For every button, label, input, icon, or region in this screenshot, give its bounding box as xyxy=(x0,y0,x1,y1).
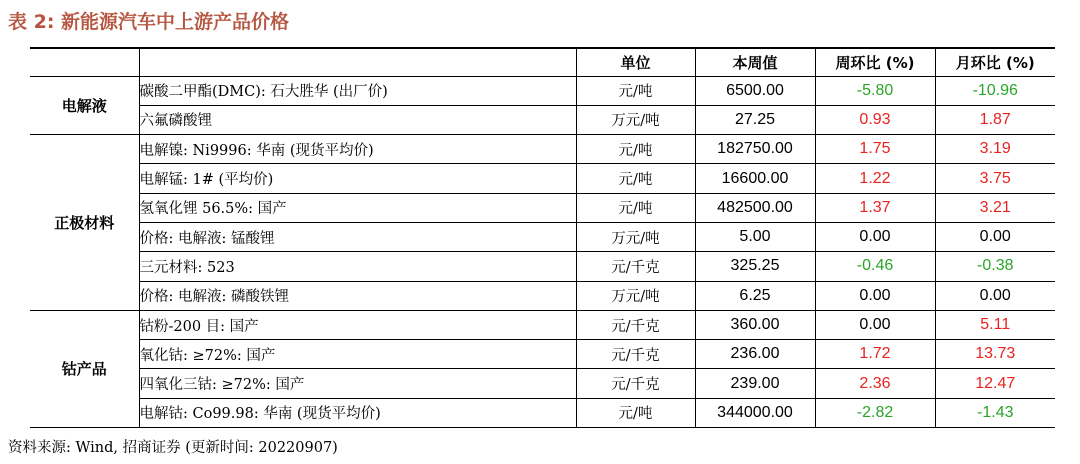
item-month-change: 12.47 xyxy=(935,369,1055,398)
item-week-change: 1.75 xyxy=(815,135,935,164)
table-row xyxy=(30,340,1055,369)
item-value: 6.25 xyxy=(695,281,815,310)
item-month-change: -10.96 xyxy=(935,76,1055,105)
item-week-change: 1.22 xyxy=(815,164,935,193)
table-row xyxy=(30,252,1055,281)
group-label: 钴产品 xyxy=(30,310,139,427)
item-month-change: 0.00 xyxy=(935,281,1055,310)
header-row xyxy=(30,48,1055,76)
item-month-change: -1.43 xyxy=(935,398,1055,427)
item-unit: 元/千克 xyxy=(576,252,695,281)
item-unit: 元/吨 xyxy=(576,398,695,427)
item-unit: 万元/吨 xyxy=(576,281,695,310)
header-month-change: 月环比 (%) xyxy=(935,48,1055,76)
item-name: 价格: 电解液: 锰酸锂 xyxy=(139,222,576,251)
group-label: 电解液 xyxy=(30,76,139,135)
item-week-change: 0.00 xyxy=(815,222,935,251)
table-row xyxy=(30,164,1055,193)
item-value: 325.25 xyxy=(695,252,815,281)
item-value: 344000.00 xyxy=(695,398,815,427)
item-week-change: 0.93 xyxy=(815,105,935,134)
item-value: 6500.00 xyxy=(695,76,815,105)
item-week-change: 0.00 xyxy=(815,281,935,310)
source-note: 资料来源: Wind, 招商证券 (更新时间: 20220907) xyxy=(8,440,338,456)
item-value: 236.00 xyxy=(695,340,815,369)
item-value: 5.00 xyxy=(695,222,815,251)
item-month-change: 1.87 xyxy=(935,105,1055,134)
item-unit: 元/吨 xyxy=(576,76,695,105)
item-unit: 万元/吨 xyxy=(576,222,695,251)
group-label: 正极材料 xyxy=(30,135,139,311)
table-row xyxy=(30,369,1055,398)
item-week-change: -0.46 xyxy=(815,252,935,281)
item-name: 三元材料: 523 xyxy=(139,252,576,281)
price-table xyxy=(30,47,1055,428)
item-name: 氢氧化锂 56.5%: 国产 xyxy=(139,193,576,222)
price-table-container xyxy=(30,47,1055,428)
header-value: 本周值 xyxy=(695,48,815,76)
item-unit: 元/吨 xyxy=(576,193,695,222)
item-month-change: 3.21 xyxy=(935,193,1055,222)
item-week-change: 1.72 xyxy=(815,340,935,369)
item-value: 182750.00 xyxy=(695,135,815,164)
item-name: 电解钴: Co99.98: 华南 (现货平均价) xyxy=(139,398,576,427)
table-row xyxy=(30,222,1055,251)
item-week-change: 2.36 xyxy=(815,369,935,398)
item-month-change: 5.11 xyxy=(935,310,1055,339)
item-unit: 元/吨 xyxy=(576,164,695,193)
table-row xyxy=(30,281,1055,310)
item-week-change: -5.80 xyxy=(815,76,935,105)
table-title: 表 2: 新能源汽车中上游产品价格 xyxy=(8,11,290,33)
item-unit: 元/吨 xyxy=(576,135,695,164)
item-name: 电解锰: 1# (平均价) xyxy=(139,164,576,193)
item-unit: 元/千克 xyxy=(576,310,695,339)
table-row xyxy=(30,310,1055,339)
item-value: 360.00 xyxy=(695,310,815,339)
header-week-change: 周环比 (%) xyxy=(815,48,935,76)
header-group xyxy=(30,48,139,76)
item-value: 16600.00 xyxy=(695,164,815,193)
item-name: 四氧化三钴: ≥72%: 国产 xyxy=(139,369,576,398)
table-row xyxy=(30,135,1055,164)
item-name: 钴粉-200 目: 国产 xyxy=(139,310,576,339)
item-month-change: 0.00 xyxy=(935,222,1055,251)
item-unit: 万元/吨 xyxy=(576,105,695,134)
item-value: 482500.00 xyxy=(695,193,815,222)
item-week-change: -2.82 xyxy=(815,398,935,427)
item-week-change: 0.00 xyxy=(815,310,935,339)
item-value: 27.25 xyxy=(695,105,815,134)
table-row xyxy=(30,105,1055,134)
item-month-change: 3.75 xyxy=(935,164,1055,193)
table-row xyxy=(30,398,1055,427)
item-unit: 元/千克 xyxy=(576,340,695,369)
item-name: 碳酸二甲酯(DMC): 石大胜华 (出厂价) xyxy=(139,76,576,105)
item-unit: 元/千克 xyxy=(576,369,695,398)
header-unit: 单位 xyxy=(576,48,695,76)
table-row xyxy=(30,193,1055,222)
item-month-change: 13.73 xyxy=(935,340,1055,369)
item-name: 电解镍: Ni9996: 华南 (现货平均价) xyxy=(139,135,576,164)
item-name: 价格: 电解液: 磷酸铁锂 xyxy=(139,281,576,310)
table-row xyxy=(30,76,1055,105)
header-name xyxy=(139,48,576,76)
table-body xyxy=(30,76,1055,428)
item-month-change: -0.38 xyxy=(935,252,1055,281)
item-month-change: 3.19 xyxy=(935,135,1055,164)
item-name: 氧化钴: ≥72%: 国产 xyxy=(139,340,576,369)
item-week-change: 1.37 xyxy=(815,193,935,222)
item-name: 六氟磷酸锂 xyxy=(139,105,576,134)
item-value: 239.00 xyxy=(695,369,815,398)
